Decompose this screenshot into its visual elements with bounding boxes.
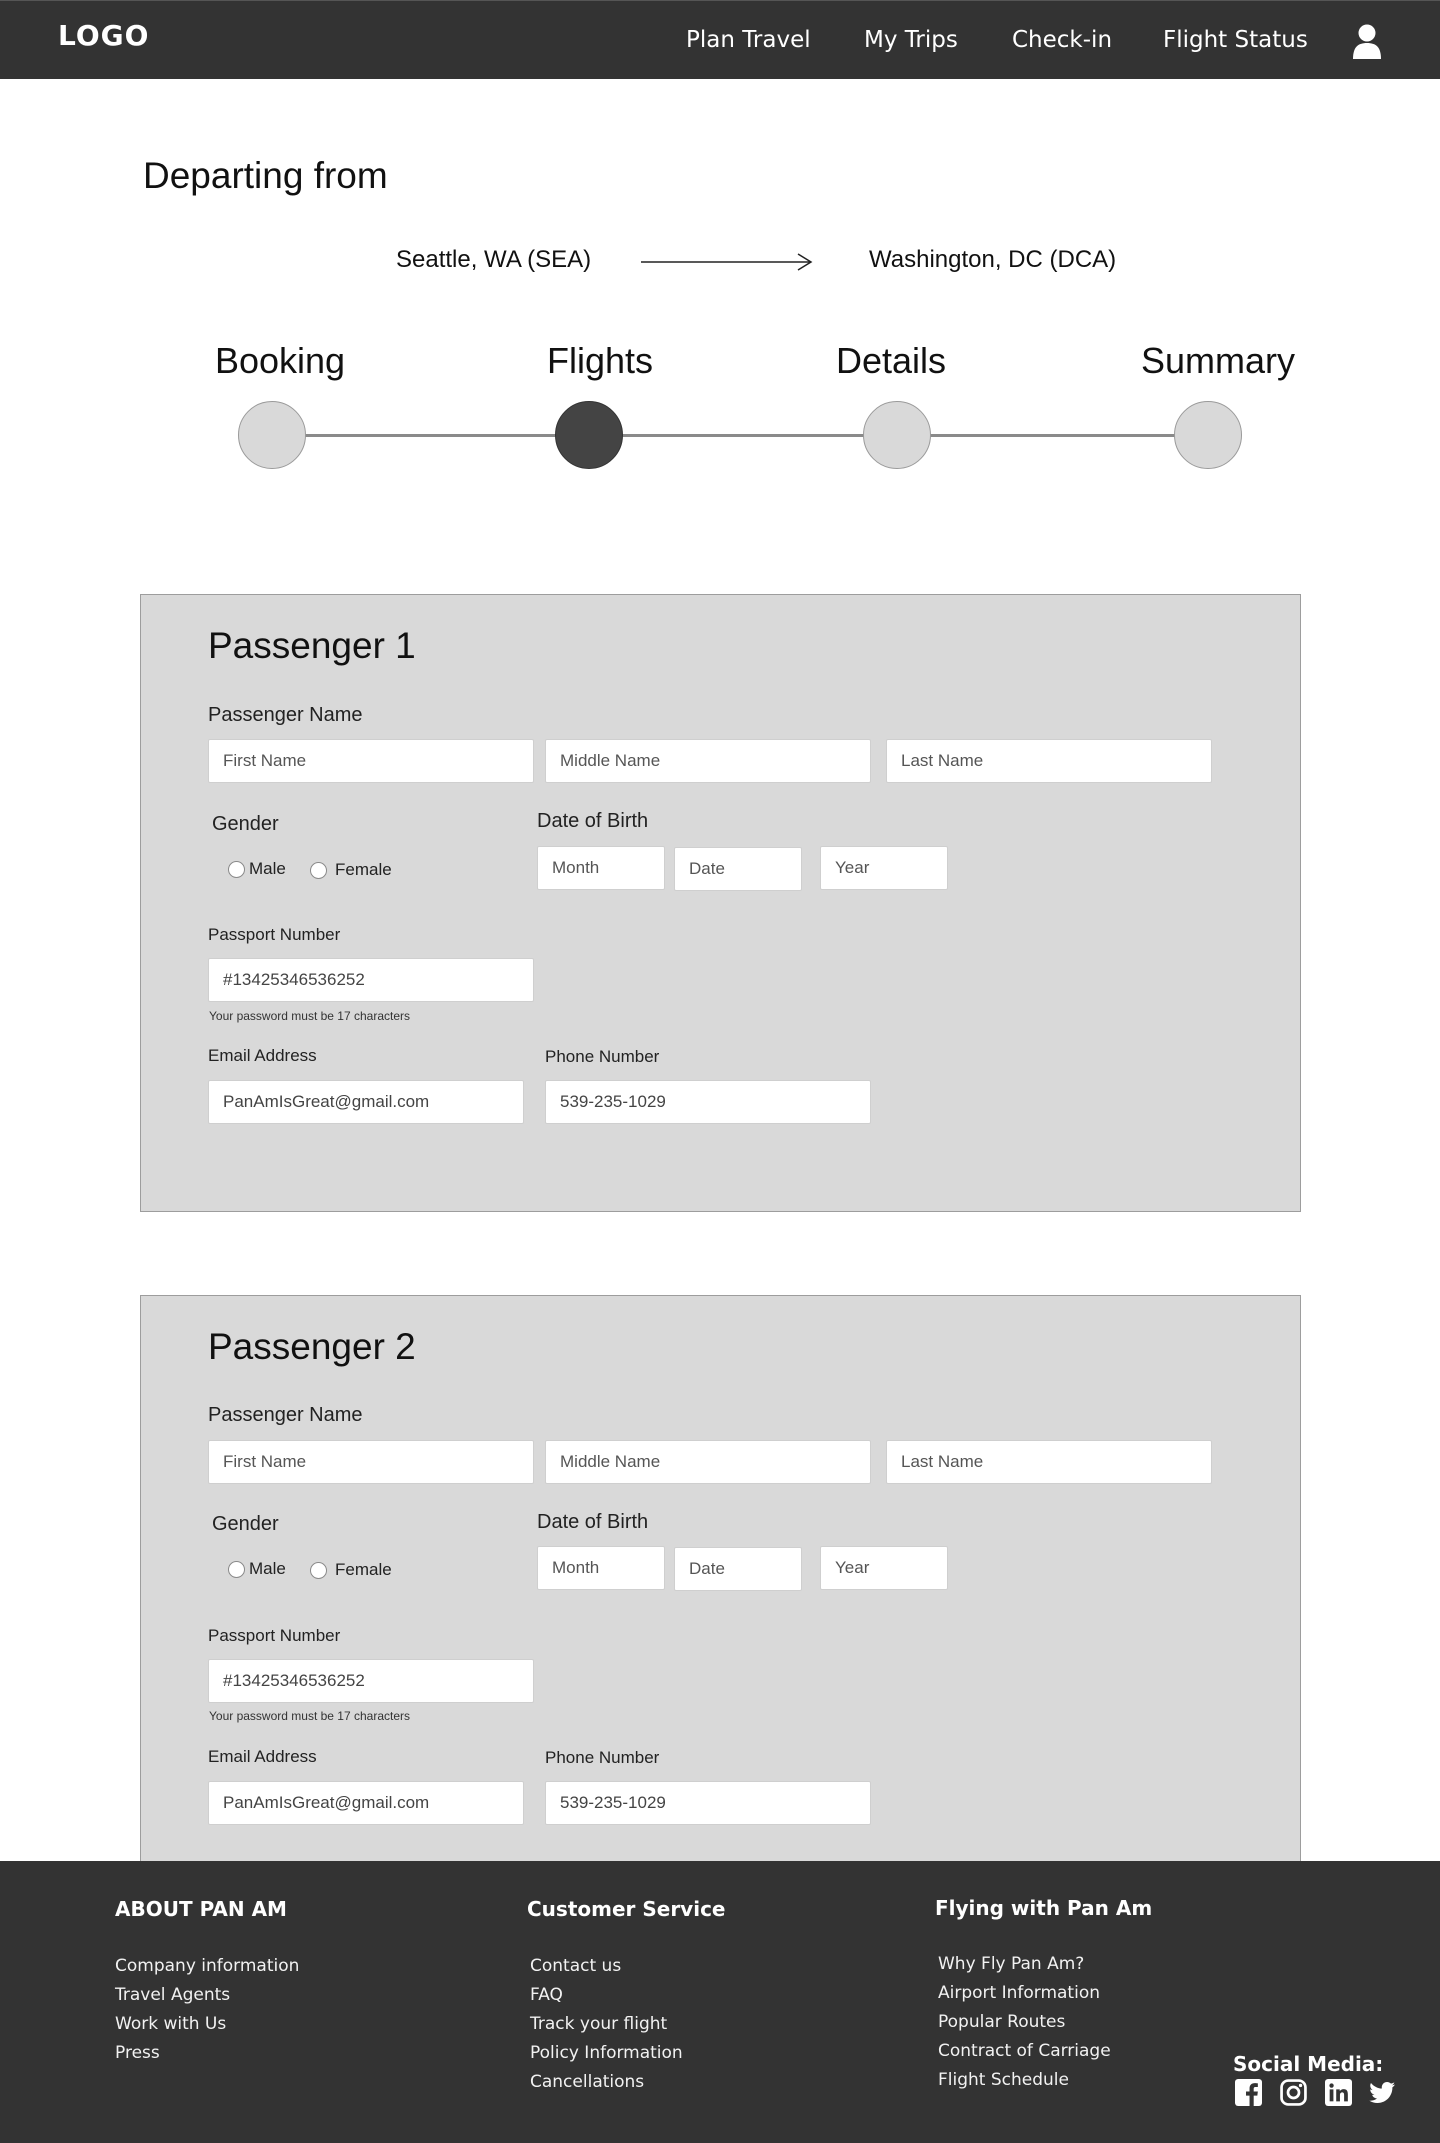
footer-link[interactable]: Cancellations [530,2072,645,2092]
passport-label: Passport Number [208,1626,341,1645]
footer-link[interactable]: FAQ [530,1985,563,2005]
step-circle-flights[interactable] [555,401,623,469]
footer-link[interactable]: Contact us [530,1956,622,1976]
gender-label: Gender [212,1513,279,1535]
nav-plan-travel[interactable]: Plan Travel [686,27,811,53]
phone-input[interactable] [545,1080,871,1124]
passenger-name-label: Passenger Name [208,1404,363,1426]
step-circle-summary[interactable] [1174,401,1242,469]
step-label-booking: Booking [214,340,346,381]
footer-link[interactable]: Policy Information [530,2043,683,2063]
nav-flight-status[interactable]: Flight Status [1163,27,1308,53]
footer [0,1861,1440,2143]
footer-link[interactable]: Flight Schedule [938,2070,1069,2090]
page-title: Departing from [143,155,388,196]
user-icon[interactable] [1352,24,1382,60]
passport-label: Passport Number [208,925,341,944]
footer-social-heading: Social Media: [1233,2052,1384,2076]
footer-link[interactable]: Work with Us [115,2014,227,2034]
radio-label: Female [335,860,392,879]
middle-name-input[interactable] [545,739,871,783]
step-label-details: Details [835,340,947,381]
step-connector [305,434,557,437]
gender-female-radio[interactable] [310,860,392,880]
footer-about-heading: ABOUT PAN AM [115,1897,287,1921]
passenger-card-2 [140,1295,1301,1895]
footer-link[interactable]: Company information [115,1956,300,1976]
logo[interactable]: LOGO [58,19,150,52]
radio-button[interactable] [228,861,245,878]
dob-date-input[interactable] [674,1547,802,1591]
dob-label: Date of Birth [537,810,649,832]
footer-link[interactable]: Track your flight [530,2014,668,2034]
instagram-icon[interactable] [1280,2079,1307,2106]
footer-link[interactable]: Airport Information [938,1983,1100,2003]
linkedin-icon[interactable] [1325,2079,1352,2106]
footer-service-heading: Customer Service [527,1897,726,1921]
radio-button[interactable] [228,1561,245,1578]
step-circle-booking[interactable] [238,401,306,469]
passenger-title: Passenger 1 [208,625,416,666]
passport-number-input[interactable] [208,1659,534,1703]
passport-number-input[interactable] [208,958,534,1002]
dob-year-input[interactable] [820,846,948,890]
step-circle-details[interactable] [863,401,931,469]
email-label: Email Address [208,1747,317,1766]
footer-flying-heading: Flying with Pan Am [935,1896,1153,1920]
first-name-input[interactable] [208,1440,534,1484]
twitter-icon[interactable] [1369,2079,1396,2106]
footer-link[interactable]: Press [115,2043,160,2063]
route-origin: Seattle, WA (SEA) [396,246,592,273]
step-label-summary: Summary [1140,340,1296,381]
passenger-title: Passenger 2 [208,1326,416,1367]
phone-input[interactable] [545,1781,871,1825]
step-connector [929,434,1177,437]
passport-hint: Your password must be 17 characters [209,1709,410,1723]
passport-hint: Your password must be 17 characters [209,1009,410,1023]
facebook-icon[interactable] [1235,2079,1262,2106]
radio-label: Female [335,1560,392,1579]
step-label-flights: Flights [546,340,654,381]
footer-link[interactable]: Why Fly Pan Am? [938,1954,1085,1974]
route-destination: Washington, DC (DCA) [869,246,1117,273]
passenger-card-1 [140,594,1301,1212]
last-name-input[interactable] [886,739,1212,783]
email-input[interactable] [208,1080,524,1124]
radio-button[interactable] [310,1562,327,1579]
radio-label: Male [249,1559,286,1578]
dob-label: Date of Birth [537,1511,649,1533]
footer-link[interactable]: Travel Agents [115,1985,231,2005]
middle-name-input[interactable] [545,1440,871,1484]
email-label: Email Address [208,1046,317,1065]
phone-label: Phone Number [545,1748,660,1767]
footer-link[interactable]: Contract of Carriage [938,2041,1111,2061]
phone-label: Phone Number [545,1047,660,1066]
gender-label: Gender [212,813,279,835]
nav-my-trips[interactable]: My Trips [864,27,958,53]
radio-button[interactable] [310,862,327,879]
step-connector [621,434,866,437]
nav-check-in[interactable]: Check-in [1012,27,1113,53]
gender-male-radio[interactable] [228,1559,286,1579]
dob-date-input[interactable] [674,847,802,891]
arrow-right-icon [640,250,814,274]
gender-male-radio[interactable] [228,859,286,879]
passenger-name-label: Passenger Name [208,704,363,726]
first-name-input[interactable] [208,739,534,783]
footer-link[interactable]: Popular Routes [938,2012,1066,2032]
last-name-input[interactable] [886,1440,1212,1484]
email-input[interactable] [208,1781,524,1825]
dob-month-input[interactable] [537,1546,665,1590]
dob-month-input[interactable] [537,846,665,890]
gender-female-radio[interactable] [310,1560,392,1580]
top-nav-bar [0,0,1440,79]
radio-label: Male [249,859,286,878]
dob-year-input[interactable] [820,1546,948,1590]
